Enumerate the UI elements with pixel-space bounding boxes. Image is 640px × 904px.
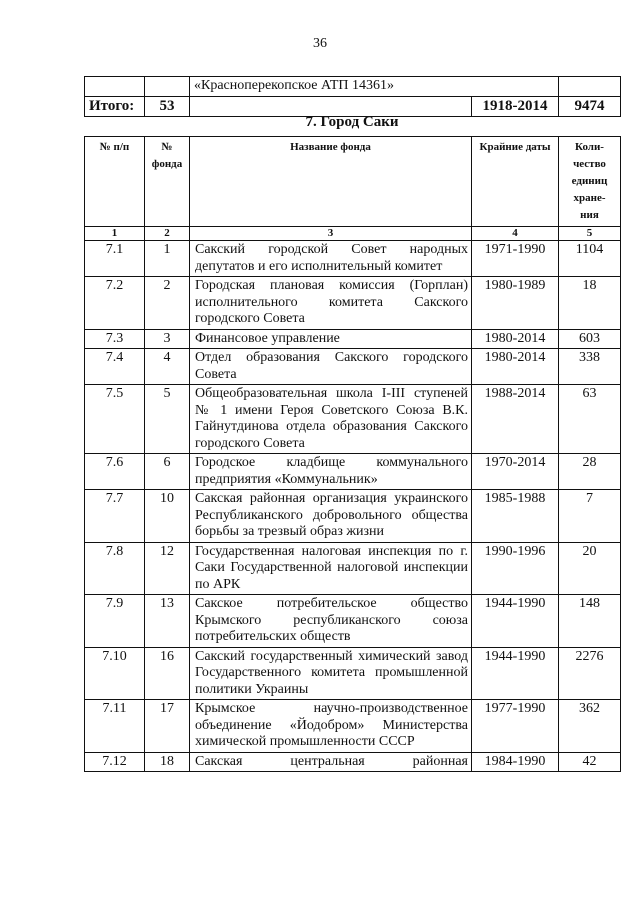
fond-name: Городская плановая комиссия (Горплан) исполнительного комитета Сакского городского Совета	[190, 277, 472, 330]
fond-dates: 1985-1988	[472, 490, 559, 543]
header-dates: Крайние даты	[472, 137, 559, 227]
table-body	[85, 241, 621, 772]
row-number: 7.9	[85, 595, 145, 648]
cell-empty	[472, 77, 559, 97]
header-fond-name: Название фонда	[190, 137, 472, 227]
table-row	[85, 752, 621, 772]
column-number: 5	[559, 227, 621, 241]
fond-units: 28	[559, 454, 621, 490]
fonds-table	[84, 136, 621, 772]
fond-name: Сакская районная организация украинского Республиканского добровольного общества борьбы за трезвый образ жизни	[190, 490, 472, 543]
fond-number: 12	[145, 542, 190, 595]
column-number: 1	[85, 227, 145, 241]
cell-empty	[85, 77, 145, 97]
fond-name: Крымское научно-производственное объединение «Йодобром» Министерства химической промышленности СССР	[190, 700, 472, 753]
table-row	[85, 277, 621, 330]
row-number: 7.7	[85, 490, 145, 543]
fond-units: 42	[559, 752, 621, 772]
total-count: 53	[145, 97, 190, 117]
fond-dates: 1980-2014	[472, 329, 559, 349]
cell-empty	[145, 77, 190, 97]
column-numbers-row	[85, 227, 621, 241]
fond-units: 148	[559, 595, 621, 648]
total-units: 9474	[559, 97, 621, 117]
table-row	[85, 329, 621, 349]
fond-name: Общеобразовательная школа I-III ступеней № 1 имени Героя Советского Союза В.К. Гайнутдинова отдела образования Сакского городского Совета	[190, 385, 472, 454]
fond-number: 3	[145, 329, 190, 349]
fond-number: 13	[145, 595, 190, 648]
table-row	[85, 349, 621, 385]
fond-dates: 1980-1989	[472, 277, 559, 330]
fond-name: Городское кладбище коммунального предприятия «Коммунальник»	[190, 454, 472, 490]
table-row	[85, 490, 621, 543]
fond-number: 4	[145, 349, 190, 385]
fond-dates: 1984-1990	[472, 752, 559, 772]
table-row	[85, 700, 621, 753]
fond-dates: 1944-1990	[472, 595, 559, 648]
table-row	[85, 647, 621, 700]
fond-units: 2276	[559, 647, 621, 700]
fond-name: Сакский государственный химический завод Государственного комитета промышленной политики Украины	[190, 647, 472, 700]
row-number: 7.2	[85, 277, 145, 330]
total-label: Итого:	[85, 97, 145, 117]
fond-number: 18	[145, 752, 190, 772]
header-fond-number: № фонда	[145, 137, 190, 227]
row-number: 7.1	[85, 241, 145, 277]
previous-section-table	[84, 76, 621, 117]
row-number: 7.3	[85, 329, 145, 349]
page-number: 36	[313, 36, 327, 51]
fond-dates: 1988-2014	[472, 385, 559, 454]
fond-units: 338	[559, 349, 621, 385]
row-number: 7.6	[85, 454, 145, 490]
fond-dates: 1980-2014	[472, 349, 559, 385]
row-number: 7.12	[85, 752, 145, 772]
fond-name: Государственная налоговая инспекция по г. Саки Государственной налоговой инспекции по АРК	[190, 542, 472, 595]
row-number: 7.4	[85, 349, 145, 385]
fond-units: 63	[559, 385, 621, 454]
fond-name: Отдел образования Сакского городского Совета	[190, 349, 472, 385]
fond-name: Сакский городской Совет народных депутатов и его исполнительный комитет	[190, 241, 472, 277]
cell-empty	[559, 77, 621, 97]
fond-units: 7	[559, 490, 621, 543]
total-dates: 1918-2014	[472, 97, 559, 117]
fond-number: 2	[145, 277, 190, 330]
column-number: 3	[190, 227, 472, 241]
section-title: 7. Город Саки	[305, 114, 399, 130]
table-row	[85, 241, 621, 277]
table-row	[85, 385, 621, 454]
fond-name: Сакское потребительское общество Крымского республиканского союза потребительских обществ	[190, 595, 472, 648]
header-row-number: № п/п	[85, 137, 145, 227]
fond-units: 603	[559, 329, 621, 349]
fond-number: 1	[145, 241, 190, 277]
header-row	[85, 137, 621, 227]
fond-dates: 1971-1990	[472, 241, 559, 277]
fond-units: 18	[559, 277, 621, 330]
row-number: 7.5	[85, 385, 145, 454]
fond-units: 1104	[559, 241, 621, 277]
fond-number: 6	[145, 454, 190, 490]
fond-number: 10	[145, 490, 190, 543]
fond-dates: 1990-1996	[472, 542, 559, 595]
fond-dates: 1944-1990	[472, 647, 559, 700]
column-number: 2	[145, 227, 190, 241]
table-row	[85, 542, 621, 595]
fond-number: 5	[145, 385, 190, 454]
fond-dates: 1977-1990	[472, 700, 559, 753]
fond-units: 362	[559, 700, 621, 753]
previous-fond-name: «Красноперекопское АТП 14361»	[190, 77, 472, 97]
header-units: Коли-чество единиц хране-ния	[559, 137, 621, 227]
fond-dates: 1970-2014	[472, 454, 559, 490]
fond-name: Финансовое управление	[190, 329, 472, 349]
fond-units: 20	[559, 542, 621, 595]
fond-number: 16	[145, 647, 190, 700]
column-number: 4	[472, 227, 559, 241]
row-number: 7.11	[85, 700, 145, 753]
table-row	[85, 595, 621, 648]
fond-number: 17	[145, 700, 190, 753]
fond-name: Сакская центральная районная	[190, 752, 472, 772]
table-row	[85, 454, 621, 490]
row-number: 7.10	[85, 647, 145, 700]
table-row	[85, 77, 621, 97]
row-number: 7.8	[85, 542, 145, 595]
